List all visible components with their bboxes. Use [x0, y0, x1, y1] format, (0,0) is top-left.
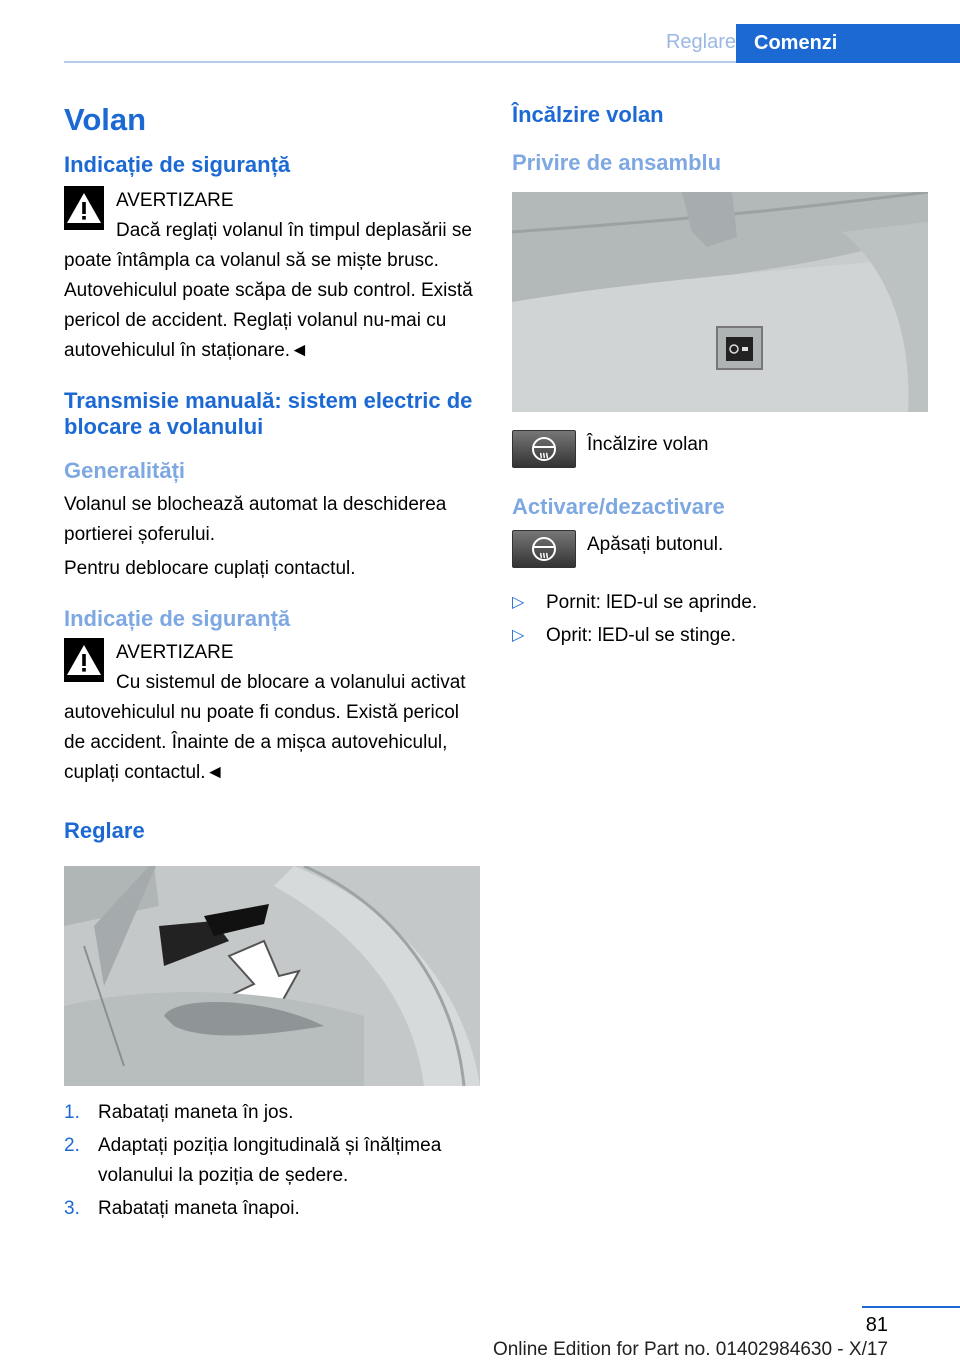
steering-heat-button-icon[interactable]: [512, 530, 576, 568]
adjust-steps: [64, 1098, 480, 1224]
triangle-bullet-icon: ▷: [512, 627, 525, 644]
press-instruction: [512, 530, 928, 574]
list-item: 1. Rabatați maneta în jos.: [64, 1102, 294, 1123]
button-caption: Încălzire volan: [587, 434, 709, 455]
warning-text: Dacă reglați volanul în timpul deplasării se poate întâmpla ca volanul să se miște brusc. Autovehiculul poate scăpa de sub control. Există pericol de accident. Reglați volanul nu-mai cu autovehiculul în staționare.◄: [64, 220, 473, 361]
left-column: [64, 96, 480, 1227]
warning-text: Cu sistemul de blocare a volanului activat autovehiculul nu poate fi condus. Există pericol de accident. Înainte de a mișca autovehiculul, cuplați contactul.◄: [64, 672, 466, 783]
page-title: Volan: [64, 102, 147, 137]
list-item: ▷ Oprit: lED-ul se stinge.: [512, 621, 928, 651]
list-item: 3. Rabatați maneta înapoi.: [64, 1198, 300, 1219]
list-item: ▷ Pornit: lED-ul se aprinde.: [512, 588, 928, 618]
list-item: 2. Adaptați poziția longitudinală și înălțimea volanului la poziția de ședere.: [64, 1135, 442, 1186]
safety-heading-2: Indicație de siguranță: [64, 606, 291, 631]
warning-triangle-icon: [64, 186, 104, 230]
page-number: 81: [865, 1314, 888, 1336]
warning-label: AVERTIZARE: [116, 190, 234, 211]
warning-label: AVERTIZARE: [116, 642, 234, 663]
steering-heat-button-icon[interactable]: [512, 430, 576, 468]
tab-section[interactable]: Reglare: [665, 31, 736, 53]
warning-triangle-icon: [64, 638, 104, 682]
press-text: Apăsați butonul.: [587, 534, 724, 555]
warning-block-1: [64, 186, 480, 366]
right-column: [512, 96, 928, 654]
safety-heading: Indicație de siguranță: [64, 152, 291, 177]
section-heading-lock: Transmisie manuală: sistem electric de blocare a volanului: [64, 388, 473, 439]
footer-rule: [862, 1306, 960, 1308]
edition-note: Online Edition for Part no. 01402984630 - X/17: [492, 1339, 888, 1360]
steering-lever-illustration: [64, 866, 480, 1086]
section-heading-heating: Încălzire volan: [512, 102, 664, 127]
subheading-overview: Privire de ansamblu: [512, 150, 722, 175]
body-text: Pentru deblocare cuplați contactul.: [64, 558, 356, 579]
button-legend: [512, 430, 928, 474]
warning-block-2: [64, 638, 480, 788]
body-text: Volanul se blochează automat la deschiderea portierei șoferului.: [64, 494, 447, 545]
subheading-toggle: Activare/dezactivare: [512, 494, 725, 519]
tab-chapter[interactable]: Comenzi: [736, 24, 960, 63]
subheading-general: Generalități: [64, 458, 186, 483]
steering-wheel-heating-illustration: [512, 192, 928, 412]
section-heading-adjust: Reglare: [64, 818, 145, 843]
status-list: [512, 588, 928, 651]
triangle-bullet-icon: ▷: [512, 594, 525, 611]
